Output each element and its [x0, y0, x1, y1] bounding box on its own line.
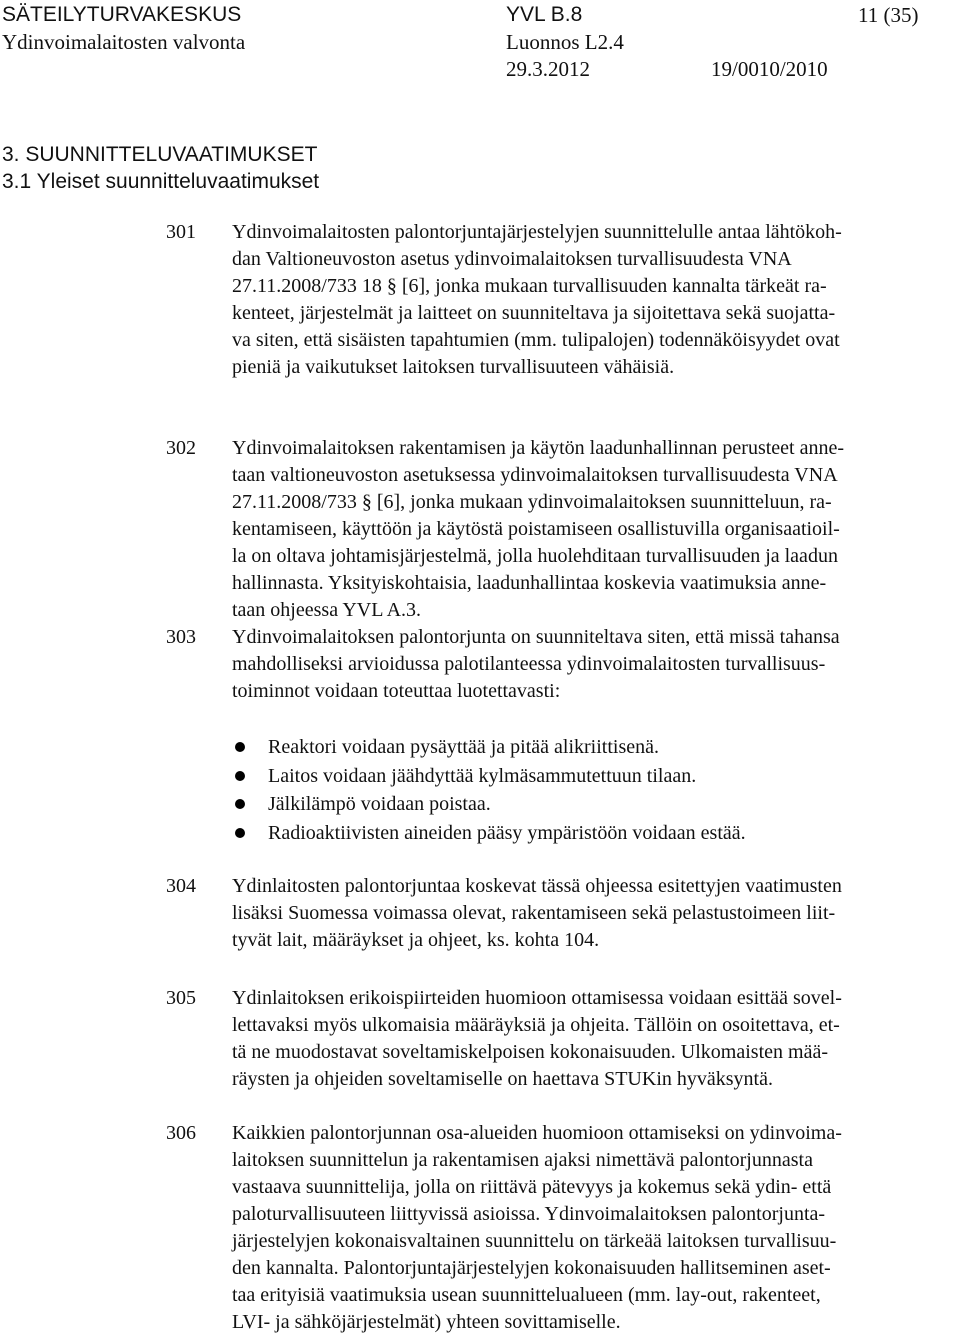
header-organization: SÄTEILYTURVAKESKUS	[2, 3, 242, 26]
text-line: lettavaksi myös ulkomaisia määräyksiä ja ohjeita. Tällöin on osoitettava, et-	[232, 1014, 840, 1036]
paragraph-number: 301	[166, 221, 196, 243]
text-line: 27.11.2008/733 18 § [6], jonka mukaan turvallisuuden kannalta tärkeät ra-	[232, 275, 827, 297]
paragraph-text	[232, 435, 952, 624]
list-item	[232, 790, 932, 819]
bullet-icon	[235, 799, 245, 809]
subsection-heading: 3.1 Yleiset suunnitteluvaatimukset	[2, 170, 320, 193]
text-line: pieniä ja vaikutukset laitoksen turvallisuuteen vähäisiä.	[232, 356, 675, 378]
text-line: Ydinvoimalaitosten palontorjuntajärjestelyjen suunnittelulle antaa lähtökoh-	[232, 221, 842, 243]
text-line: taan valtioneuvoston asetuksessa ydinvoimalaitoksen turvallisuudesta VNA	[232, 464, 838, 486]
bullet-icon	[235, 742, 245, 752]
list-item-text: Reaktori voidaan pysäyttää ja pitää alikriittisenä.	[268, 736, 659, 758]
header-draft-version: Luonnos L2.4	[506, 30, 624, 54]
text-line: Ydinvoimalaitoksen palontorjunta on suunniteltava siten, että missä tahansa	[232, 626, 840, 648]
list-item	[232, 762, 932, 791]
paragraph-number: 302	[166, 437, 196, 459]
section-heading: 3. SUUNNITTELUVAATIMUKSET	[2, 143, 318, 166]
text-line: den kannalta. Palontorjuntajärjestelyjen kokonaisuuden hallitseminen aset-	[232, 1257, 831, 1279]
text-line: hallinnasta. Yksityiskohtaisia, laadunhallintaa koskevia vaatimuksia anne-	[232, 572, 827, 594]
header-date: 29.3.2012	[506, 57, 590, 81]
paragraph-text	[232, 219, 952, 381]
paragraph-text	[232, 873, 952, 954]
list-item-text: Laitos voidaan jäähdyttää kylmäsammutettuun tilaan.	[268, 764, 697, 787]
paragraph-text	[232, 1120, 952, 1336]
text-line: räysten ja ohjeiden soveltamiselle on haettava STUKin hyväksyntä.	[232, 1068, 773, 1090]
text-line: järjestelyjen kokonaisvaltainen suunnittelu on tärkeää laitoksen turvallisuu-	[232, 1230, 837, 1252]
text-line: kentamiseen, käyttöön ja käytöstä poistamiseen osallistuvilla organisaatioil-	[232, 518, 840, 540]
text-line: taa erityisiä vaatimuksia usean suunnittelualueen (mm. lay-out, rakenteet,	[232, 1284, 821, 1306]
paragraph-number: 306	[166, 1122, 196, 1144]
paragraph-number: 304	[166, 875, 196, 897]
text-line: LVI- ja sähköjärjestelmät) yhteen sovittamiselle.	[232, 1311, 621, 1333]
text-line: lisäksi Suomessa voimassa olevat, rakentamiseen sekä pelastustoimeen liit-	[232, 902, 836, 924]
text-line: Ydinvoimalaitoksen rakentamisen ja käytön laadunhallinnan perusteet anne-	[232, 437, 845, 459]
text-line: toiminnot voidaan toteuttaa luotettavasti:	[232, 680, 561, 702]
text-line: Kaikkien palontorjunnan osa-alueiden huomioon ottamiseksi on ydinvoima-	[232, 1122, 842, 1144]
text-line: taan ohjeessa YVL A.3.	[232, 599, 422, 621]
header-page-number: 11 (35)	[858, 3, 919, 27]
header-subtitle: Ydinvoimalaitosten valvonta	[2, 30, 246, 54]
header-reference-number: 19/0010/2010	[711, 57, 828, 81]
text-line: dan Valtioneuvoston asetus ydinvoimalaitoksen turvallisuudesta VNA	[232, 248, 792, 270]
text-line: la on oltava johtamisjärjestelmä, jolla huolehditaan turvallisuuden ja laadun	[232, 545, 838, 567]
paragraph-text	[232, 624, 952, 705]
list-item	[232, 819, 932, 848]
text-line: 27.11.2008/733 § [6], jonka mukaan ydinvoimalaitoksen suunnitteluun, ra-	[232, 491, 832, 513]
paragraph-text	[232, 985, 952, 1093]
bullet-list	[232, 733, 932, 847]
list-item	[232, 733, 932, 762]
text-line: laitoksen suunnittelun ja rakentamisen ajaksi nimettävä palontorjunnasta	[232, 1149, 813, 1171]
text-line: tä ne muodostavat soveltamiskelpoisen kokonaisuuden. Ulkomaisten mää-	[232, 1041, 828, 1063]
bullet-icon	[235, 771, 245, 781]
text-line: mahdolliseksi arvioidussa palotilanteessa ydinvoimalaitosten turvallisuus-	[232, 653, 826, 675]
text-line: Ydinlaitosten palontorjuntaa koskevat tässä ohjeessa esitettyjen vaatimusten	[232, 875, 842, 897]
list-item-text: Radioaktiivisten aineiden pääsy ympäristöön voidaan estää.	[268, 821, 746, 844]
text-line: tyvät lait, määräykset ja ohjeet, ks. kohta 104.	[232, 929, 600, 951]
text-line: vastaava suunnittelija, jolla on riittävä pätevyys ja kokemus sekä ydin- että	[232, 1176, 832, 1198]
text-line: kenteet, järjestelmät ja laitteet on suunniteltava ja sijoitettava sekä suojatta-	[232, 302, 836, 324]
text-line: va siten, että sisäisten tapahtumien (mm. tulipalojen) todennäköisyydet ovat	[232, 329, 840, 351]
text-line: paloturvallisuuteen liittyvissä asioissa. Ydinvoimalaitoksen palontorjunta-	[232, 1203, 826, 1225]
text-line: Ydinlaitoksen erikoispiirteiden huomioon ottamisessa voidaan esittää sovel-	[232, 987, 842, 1009]
paragraph-number: 305	[166, 987, 196, 1009]
paragraph-number: 303	[166, 626, 196, 648]
bullet-icon	[235, 828, 245, 838]
header-guide-code: YVL B.8	[506, 3, 583, 26]
list-item-text: Jälkilämpö voidaan poistaa.	[268, 793, 491, 815]
